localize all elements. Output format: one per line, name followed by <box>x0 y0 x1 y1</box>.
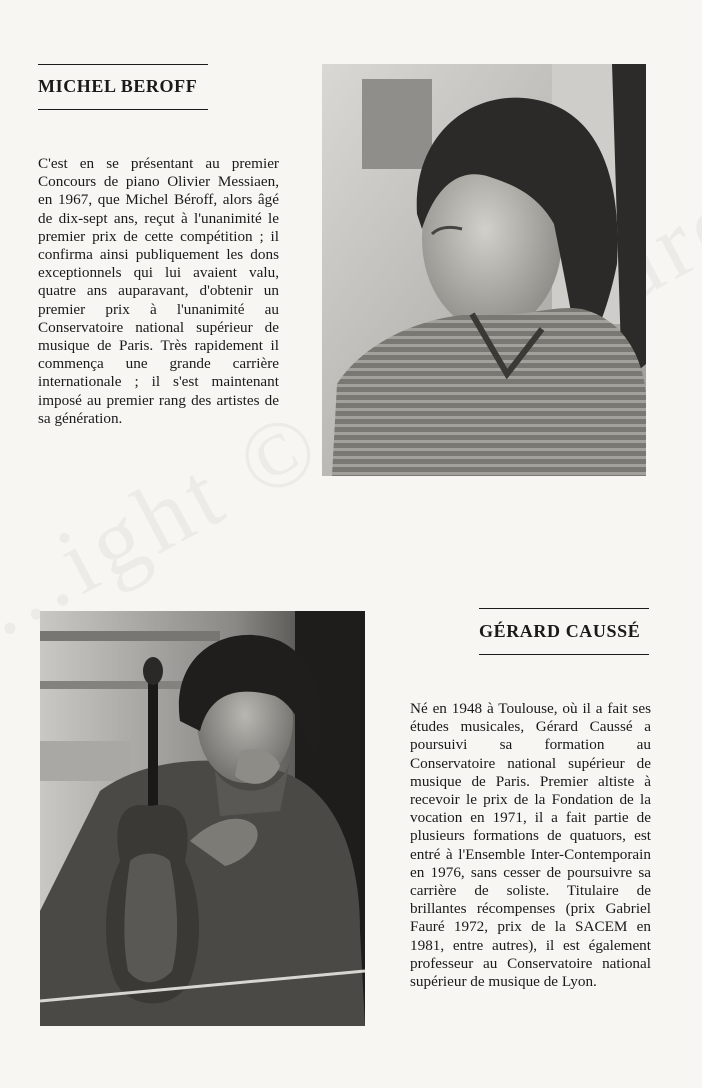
photo-beroff <box>322 64 646 476</box>
bio-causse: Né en 1948 à Toulouse, où il a fait ses études musicales, Gérard Caussé a poursuivi sa formation au Conservatoire national supérieur de musique de Paris. Premier altiste à recevoir le prix de la Fondation de la vocation en 1971, il a fait partie de plusieurs formations de quatuors, est entré à l'Ensemble Inter-Contemporain en 1976, sans cesser de poursuivre sa carrière de soliste. Titulaire de brillantes récompenses (prix Gabriel Fauré 1972, prix de la SACEM en 1981, entre autres), il est également professeur au Conservatoire national supérieur de musique de Lyon. <box>410 700 651 991</box>
portrait-pianist-icon <box>322 64 646 476</box>
section-heading-beroff: MICHEL BEROFF <box>38 76 198 96</box>
heading-rule-bottom <box>479 654 649 655</box>
section-heading-causse: GÉRARD CAUSSÉ <box>479 621 641 641</box>
heading-rule-top <box>38 64 208 65</box>
portrait-violist-with-viola-icon <box>40 611 365 1026</box>
heading-rule-top <box>479 608 649 609</box>
bio-beroff: C'est en se présentant au premier Concours de piano Olivier Messiaen, en 1967, que Michel Béroff, alors âgé de dix-sept ans, reçut à l'unanimité le premier prix de cette compétition ; il confirma ainsi publiquement les dons exceptionnels qui lui avaient valu, quatre ans auparavant, d'obtenir un premier prix à l'unanimité au Conservatoire national supérieur de musique de Paris. Très rapidement il commença une grande carrière internationale ; il s'est maintenant imposé au premier rang des artistes de sa génération. <box>38 155 279 427</box>
photo-causse <box>40 611 365 1026</box>
heading-rule-bottom <box>38 109 208 110</box>
